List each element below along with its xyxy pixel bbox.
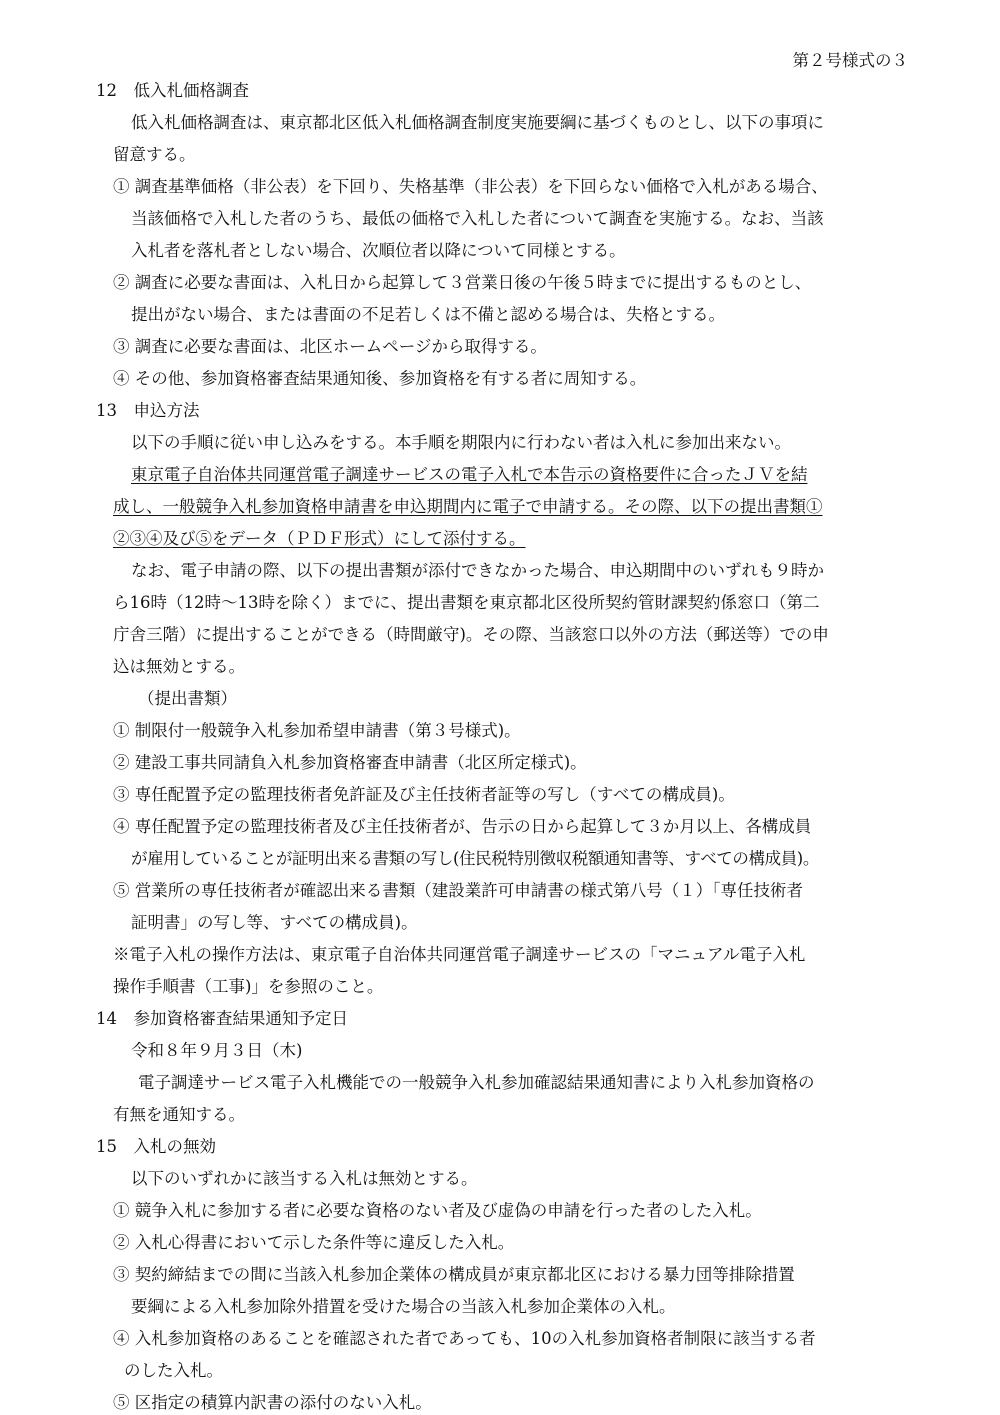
note: ※電子入札の操作方法は、東京電子自治体共同運営電子調達サービスの「マニュアル電子入札 bbox=[113, 945, 806, 964]
list-item-continuation: 要綱による入札参加除外措置を受けた場合の当該入札参加企業体の入札。 bbox=[131, 1297, 676, 1316]
documents-label: （提出書類） bbox=[138, 689, 237, 708]
list-item: ③ 調査に必要な書面は、北区ホームページから取得する。 bbox=[113, 337, 547, 356]
list-item: ② 入札心得書において示した条件等に違反した入札。 bbox=[113, 1233, 515, 1252]
section-12-heading: 12 低入札価格調査 bbox=[96, 81, 249, 100]
underlined-paragraph: 東京電子自治体共同運営電子調達サービスの電子入札で本告示の資格要件に合ったＪＶを結 bbox=[131, 465, 808, 484]
list-item-continuation: が雇用していることが証明出来る書類の写し(住民税特別徴収税額通知書等、すべての構成員)。 bbox=[131, 849, 819, 868]
section-14-heading: 14 参加資格審査結果通知予定日 bbox=[96, 1009, 348, 1028]
list-item: ③ 契約締結までの間に当該入札参加企業体の構成員が東京都北区における暴力団等排除措置 bbox=[113, 1265, 795, 1284]
underlined-paragraph: ②③④及び⑤をデータ（ＰＤＦ形式）にして添付する。 bbox=[113, 529, 526, 548]
section-13-heading: 13 申込方法 bbox=[96, 401, 200, 420]
list-item: ④ 入札参加資格のあることを確認された者であっても、10の入札参加資格者制限に該当する者 bbox=[113, 1329, 816, 1348]
paragraph: 以下のいずれかに該当する入札は無効とする。 bbox=[131, 1169, 478, 1188]
paragraph: 込は無効とする。 bbox=[113, 657, 245, 676]
paragraph: なお、電子申請の際、以下の提出書類が添付できなかった場合、申込期間中のいずれも９時か bbox=[131, 561, 824, 580]
paragraph: 電子調達サービス電子入札機能での一般競争入札参加確認結果通知書により入札参加資格の bbox=[138, 1073, 815, 1092]
list-item: ⑤ 区指定の積算内訳書の添付のない入札。 bbox=[113, 1393, 432, 1412]
paragraph: 以下の手順に従い申し込みをする。本手順を期限内に行わない者は入札に参加出来ない。 bbox=[131, 433, 791, 452]
paragraph: 低入札価格調査は、東京都北区低入札価格調査制度実施要綱に基づくものとし、以下の事項に bbox=[131, 113, 824, 132]
paragraph: ら16時（12時～13時を除く）までに、提出書類を東京都北区役所契約管財課契約係窓口（第二 bbox=[113, 593, 820, 612]
underlined-paragraph: 成し、一般競争入札参加資格申請書を申込期間内に電子で申請する。その際、以下の提出書類① bbox=[113, 497, 823, 516]
section-15-heading: 15 入札の無効 bbox=[96, 1137, 216, 1156]
list-item-continuation: 証明書」の写し等、すべての構成員)。 bbox=[131, 913, 418, 932]
list-item: ① 制限付一般競争入札参加希望申請書（第３号様式)。 bbox=[113, 721, 521, 740]
paragraph: 有無を通知する。 bbox=[113, 1105, 245, 1124]
list-item: ④ その他、参加資格審査結果通知後、参加資格を有する者に周知する。 bbox=[113, 369, 647, 388]
list-item: ② 建設工事共同請負入札参加資格審査申請書（北区所定様式)。 bbox=[113, 753, 587, 772]
note-continuation: 操作手順書（工事)」を参照のこと。 bbox=[113, 977, 384, 996]
paragraph: 留意する。 bbox=[113, 145, 196, 164]
list-item-continuation: 当該価格で入札した者のうち、最低の価格で入札した者について調査を実施する。なお、当該 bbox=[131, 209, 824, 228]
list-item: ① 競争入札に参加する者に必要な資格のない者及び虚偽の申請を行った者のした入札。 bbox=[113, 1201, 762, 1220]
list-item: ② 調査に必要な書面は、入札日から起算して３営業日後の午後５時までに提出するものとし、 bbox=[113, 273, 812, 292]
list-item: ④ 専任配置予定の監理技術者及び主任技術者が、告示の日から起算して３か月以上、各構成員 bbox=[113, 817, 812, 836]
form-number: 第２号様式の３ bbox=[792, 51, 908, 70]
list-item-continuation: 入札者を落札者としない場合、次順位者以降について同様とする。 bbox=[131, 241, 626, 260]
list-item-continuation: のした入札。 bbox=[124, 1361, 223, 1380]
notice-date: 令和８年９月３日（木) bbox=[131, 1041, 303, 1060]
paragraph: 庁舎三階）に提出することができる（時間厳守)。その際、当該窓口以外の方法（郵送等）での申 bbox=[113, 625, 829, 644]
list-item: ③ 専任配置予定の監理技術者免許証及び主任技術者証等の写し（すべての構成員)。 bbox=[113, 785, 735, 804]
list-item: ① 調査基準価格（非公表）を下回り、失格基準（非公表）を下回らない価格で入札がある場合、 bbox=[113, 177, 828, 196]
list-item: ⑤ 営業所の専任技術者が確認出来る書類（建設業許可申請書の様式第八号（１）「専任技術者 bbox=[113, 881, 803, 900]
list-item-continuation: 提出がない場合、または書面の不足若しくは不備と認める場合は、失格とする。 bbox=[131, 305, 725, 324]
